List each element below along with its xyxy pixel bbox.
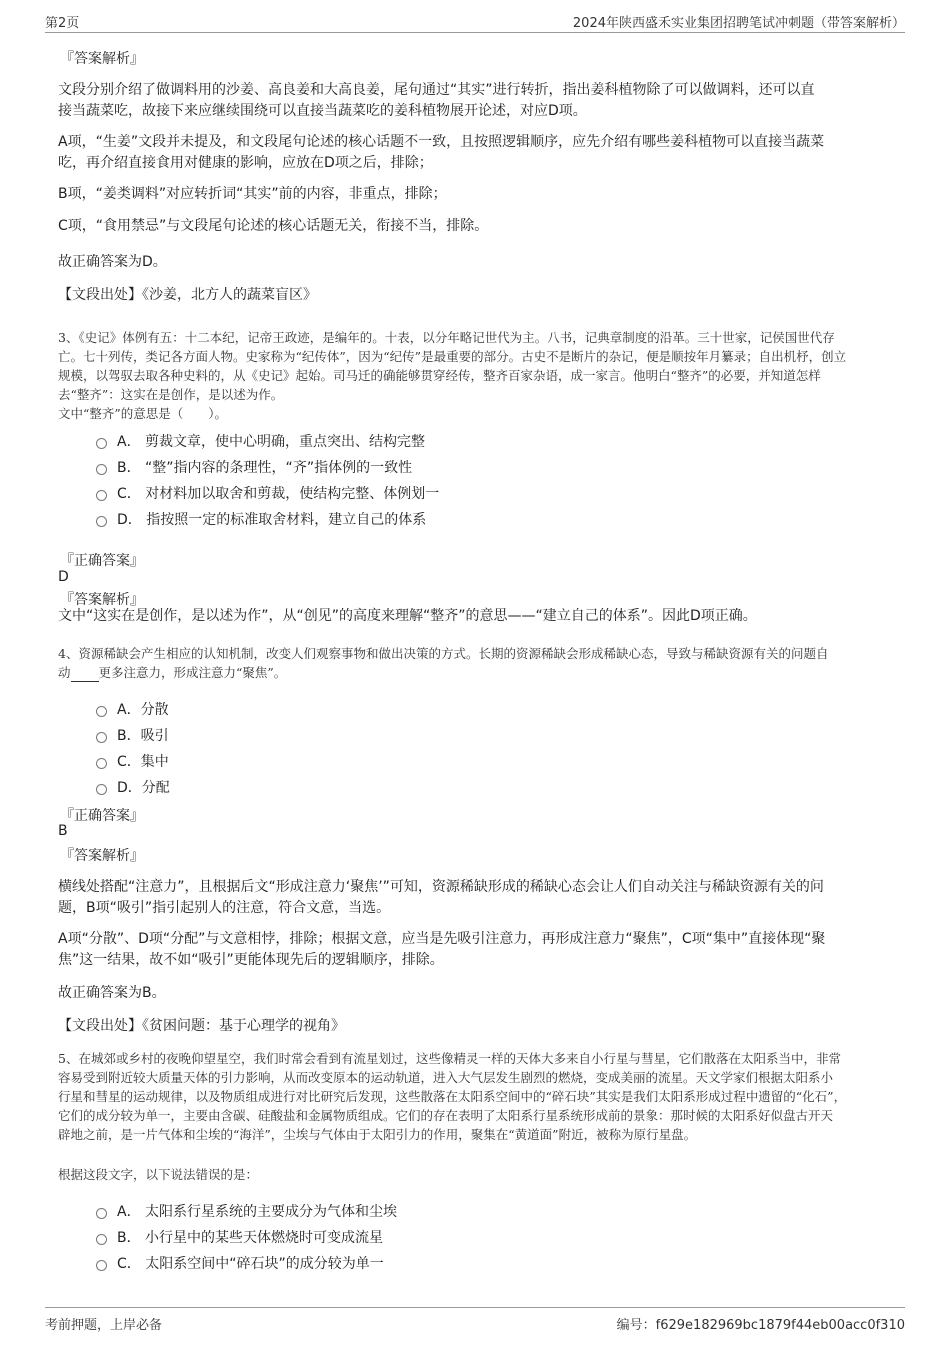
q5-stem-line4: 它们的成分较为单一，主要由含碳、硅酸盐和金属物质组成。它们的存在表明了太阳系行星系统形成前的景象：那时候的太阳系好似盘古开天	[58, 1108, 834, 1123]
option-label: C． 太阳系空间中“碎石块”的成分较为单一	[117, 1256, 384, 1272]
q5-option-b[interactable]	[96, 1227, 383, 1247]
q4-option-d[interactable]	[96, 777, 170, 797]
radio-icon[interactable]	[96, 1260, 107, 1271]
q3-analysis-label: 『答案解析』	[60, 592, 144, 608]
q4-answer-label: 『正确答案』	[60, 808, 144, 824]
q5-option-a[interactable]	[96, 1201, 397, 1221]
q5-stem-line3: 行星和彗星的运动规律，以及物质组成进行对比研究后发现，这些散落在太阳系空间中的“碎石块”其实是我们太阳系形成过程中遗留的“化石”，	[58, 1089, 847, 1104]
q5-question: 根据这段文字，以下说法错误的是：	[58, 1167, 259, 1182]
q5-option-c[interactable]	[96, 1253, 384, 1273]
footer-slogan: 考前押题，上岸必备	[45, 1318, 163, 1333]
radio-icon[interactable]	[96, 732, 107, 743]
q4-option-a[interactable]	[96, 699, 169, 719]
q3-stem-line3: 规模，以驾驭去取各种史料的，从《史记》起始。司马迁的确能够贯穿经传，整齐百家杂语，成一家言。他明白“整齐”的必要，并知道怎样	[58, 368, 821, 383]
q3-option-b[interactable]	[96, 457, 412, 477]
q2-conclusion: 故正确答案为D。	[58, 254, 167, 270]
q3-stem-line4: 去“整齐”：这实在是创作，是以述为作。	[58, 387, 284, 402]
radio-icon[interactable]	[96, 464, 107, 475]
option-label: D． 指按照一定的标准取舍材料，建立自己的体系	[117, 512, 427, 528]
q5-stem-line1: 5、在城郊或乡村的夜晚仰望星空，我们时常会看到有流星划过，这些像精灵一样的天体大多来自小行星与彗星，它们散落在太阳系当中，非常	[58, 1051, 841, 1066]
radio-icon[interactable]	[96, 706, 107, 717]
option-label: B． “整”指内容的条理性，“齐”指体例的一致性	[117, 460, 413, 476]
q2-analysis-label: 『答案解析』	[60, 51, 144, 67]
document-title: 2024年陕西盛禾实业集团招聘笔试冲刺题（带答案解析）	[572, 16, 905, 31]
q2-analysis-para2-line1: A项，“生姜”文段并未提及，和文段尾句论述的核心话题不一致，且按照逻辑顺序，应先介绍有哪些姜科植物可以直接当蔬菜	[58, 134, 825, 150]
q2-source: 【文段出处】《沙姜，北方人的蔬菜盲区》	[58, 287, 317, 303]
q3-option-c[interactable]	[96, 483, 439, 503]
q4-analysis-para1-line1: 横线处搭配“注意力”，且根据后文“形成注意力‘聚焦’”可知，资源稀缺形成的稀缺心态会让人们自动关注与稀缺资源有关的问	[58, 879, 824, 895]
option-label: D．分配	[117, 780, 170, 796]
radio-icon[interactable]	[96, 516, 107, 527]
page-footer	[45, 1307, 905, 1338]
q4-stem-line2	[58, 663, 286, 682]
page-number: 第2页	[45, 16, 80, 31]
q4-conclusion: 故正确答案为B。	[58, 985, 166, 1001]
q4-analysis-label: 『答案解析』	[60, 848, 144, 864]
page-header	[45, 8, 905, 33]
option-label: A．分散	[117, 702, 169, 718]
q3-option-a[interactable]	[96, 431, 425, 451]
q5-stem-line5: 辟地之前，是一片气体和尘埃的“海洋”，尘埃与气体由于太阳引力的作用，聚集在“黄道面”附近，被称为原行星盘。	[58, 1127, 697, 1142]
option-label: B．吸引	[117, 728, 169, 744]
q4-answer: B	[58, 823, 68, 839]
q3-analysis: 文中“这实在是创作，是以述为作”，从“创见”的高度来理解“整齐”的意思——“建立自己的体系”。因此D项正确。	[58, 608, 757, 624]
q4-analysis-para2-line1: A项“分散”、D项“分配”与文意相悖，排除；根据文意，应当是先吸引注意力，再形成注意力“聚焦”，C项“集中”直接体现“聚	[58, 931, 826, 947]
q2-analysis-para3: B项，“姜类调料”对应转折词“其实”前的内容，非重点，排除；	[58, 186, 447, 202]
q2-analysis-para1-line1: 文段分别介绍了做调料用的沙姜、高良姜和大高良姜，尾句通过“其实”进行转折，指出姜科植物除了可以做调料，还可以直	[58, 82, 815, 98]
option-label: C． 对材料加以取舍和剪裁，使结构完整、体例划一	[117, 486, 440, 502]
radio-icon[interactable]	[96, 1234, 107, 1245]
q2-analysis-para4: C项，“食用禁忌”与文段尾句论述的核心话题无关，衔接不当，排除。	[58, 218, 489, 234]
option-label: A． 太阳系行星系统的主要成分为气体和尘埃	[117, 1204, 398, 1220]
q3-question: 文中“整齐”的意思是（ ）。	[58, 406, 228, 421]
q4-option-b[interactable]	[96, 725, 169, 745]
q3-answer-label: 『正确答案』	[60, 553, 144, 569]
option-label: A． 剪裁文章，使中心明确，重点突出、结构完整	[117, 434, 426, 450]
q3-option-d[interactable]	[96, 509, 426, 529]
q4-stem-line1: 4、资源稀缺会产生相应的认知机制，改变人们观察事物和做出决策的方式。长期的资源稀缺会形成稀缺心态，导致与稀缺资源有关的问题自	[58, 646, 829, 661]
radio-icon[interactable]	[96, 784, 107, 795]
radio-icon[interactable]	[96, 490, 107, 501]
option-label: C．集中	[117, 754, 169, 770]
q3-answer: D	[58, 569, 69, 585]
q4-stem-text-a: 动	[58, 665, 71, 680]
radio-icon[interactable]	[96, 1208, 107, 1219]
q2-analysis-para1-line2: 接当蔬菜吃，故接下来应继续围绕可以直接当蔬菜吃的姜科植物展开论述，对应D项。	[58, 103, 587, 119]
q4-stem-text-b: 更多注意力，形成注意力“聚焦”。	[98, 665, 287, 680]
fill-blank	[71, 669, 99, 682]
q3-stem-line2: 亡。七十列传，类记各方面人物。史家称为“纪传体”，因为“纪传”是最重要的部分。古史不是断片的杂记，便是顺按年月纂录；自出机杼，创立	[58, 349, 847, 364]
q4-analysis-para2-line2: 焦”这一结果，故不如“吸引”更能体现先后的逻辑顺序，排除。	[58, 952, 444, 968]
q5-stem-line2: 容易受到附近较大质量天体的引力影响，从而改变原本的运动轨道，进入大气层发生剧烈的燃烧，变成美丽的流星。天文学家们根据太阳系小	[58, 1070, 834, 1085]
q4-source: 【文段出处】《贫困问题：基于心理学的视角》	[58, 1018, 345, 1034]
q3-stem-line1: 3、《史记》体例有五：十二本纪，记帝王政迹，是编年的。十表，以分年略记世代为主。八书，记典章制度的沿革。三十世家，记侯国世代存	[58, 330, 835, 345]
q4-option-c[interactable]	[96, 751, 169, 771]
radio-icon[interactable]	[96, 438, 107, 449]
radio-icon[interactable]	[96, 758, 107, 769]
document-id: 编号：f629e182969bc1879f44eb00acc0f310	[616, 1318, 905, 1333]
q4-analysis-para1-line2: 题，B项“吸引”指引起别人的注意，符合文意，当选。	[58, 900, 391, 916]
q2-analysis-para2-line2: 吃，再介绍直接食用对健康的影响，应放在D项之后，排除；	[58, 155, 433, 171]
option-label: B． 小行星中的某些天体燃烧时可变成流星	[117, 1230, 384, 1246]
